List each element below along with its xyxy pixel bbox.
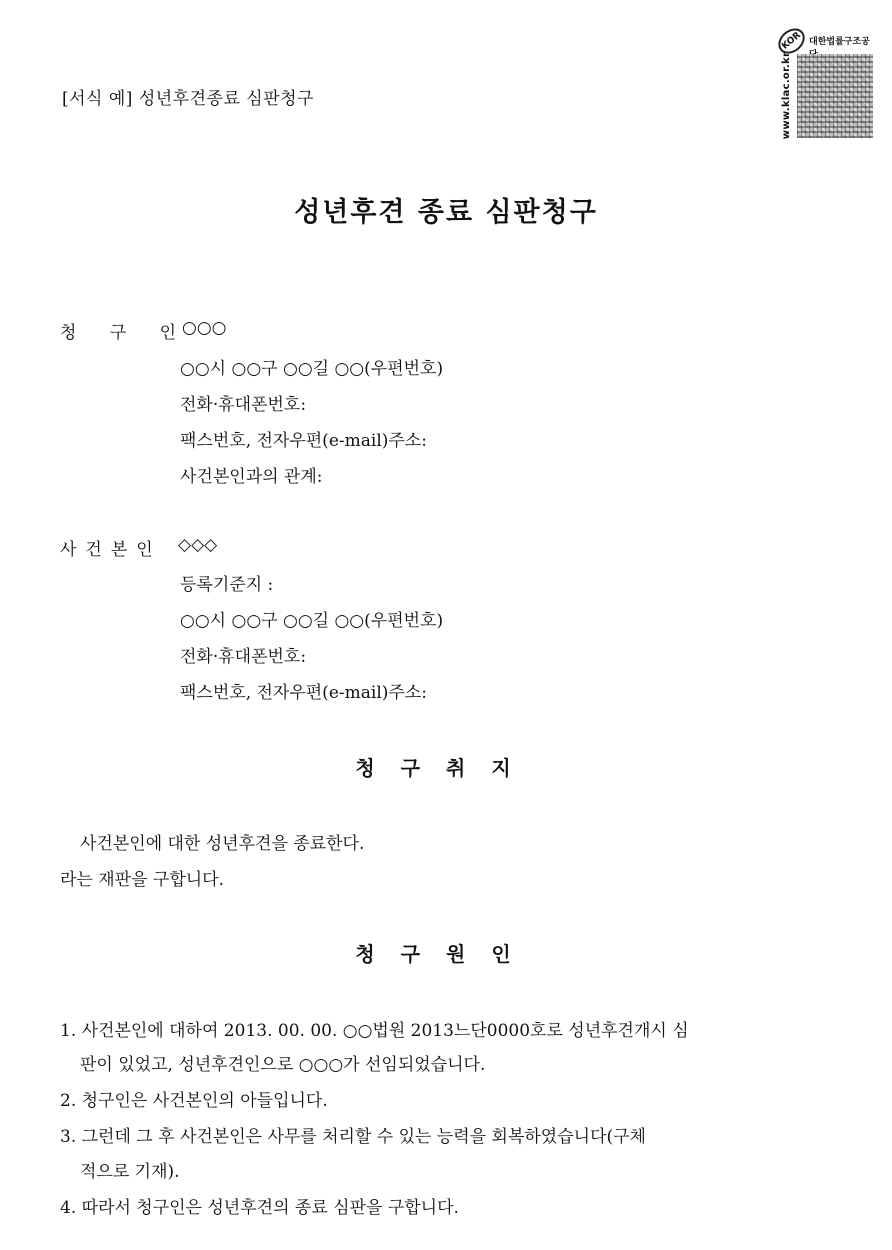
claimant-fax-email: 팩스번호, 전자우편(e-mail)주소: [180,431,427,451]
form-label: [서식 예] 성년후견종료 심판청구 [62,89,314,109]
reason-item-3: 3. 그런데 그 후 사건본인은 사무를 처리할 수 있는 능력을 회복하였습니다(구체 [60,1127,646,1147]
claimant-label: 청 구 인 [60,323,191,343]
claimant-name: ○○○ [182,318,227,338]
subject-registry: 등록기준지 : [180,575,274,595]
claimant-relation: 사건본인과의 관계: [180,467,323,487]
subject-fax-email: 팩스번호, 전자우편(e-mail)주소: [180,683,427,703]
reason-item-2: 2. 청구인은 사건본인의 아들입니다. [60,1091,328,1111]
klac-logo-stamp [775,30,875,140]
reason-item-4: 4. 따라서 청구인은 성년후견의 종료 심판을 구합니다. [60,1198,459,1218]
qr-code-image [797,54,873,138]
subject-name: ◇◇◇ [178,535,218,555]
subject-address: ○○시 ○○구 ○○길 ○○(우편번호) [180,611,444,631]
kor-seal: KOR [773,23,809,59]
logo-org-name: 대한법률구조공 [809,37,870,47]
logo-url: www.klac.or.kr [781,51,793,140]
claimant-phone: 전화·휴대폰번호: [180,395,307,415]
reason-item-1-cont: 판이 있었고, 성년후견인으로 ○○○가 선임되었습니다. [80,1055,486,1075]
purpose-line-1: 사건본인에 대한 성년후견을 종료한다. [80,834,365,854]
purpose-heading: 청구취지 [355,756,537,780]
reason-item-1: 1. 사건본인에 대하여 2013. 00. 00. ○○법원 2013느단0000호로 성년후견개시 심 [60,1021,689,1041]
reasons-heading: 청구원인 [355,942,537,966]
subject-label: 사건본인 [60,540,162,560]
reason-item-3-cont: 적으로 기재). [80,1162,180,1182]
claimant-address: ○○시 ○○구 ○○길 ○○(우편번호) [180,359,444,379]
document-title: 성년후견 종료 심판청구 [294,197,598,228]
purpose-line-2: 라는 재판을 구합니다. [60,870,225,890]
subject-phone: 전화·휴대폰번호: [180,647,307,667]
